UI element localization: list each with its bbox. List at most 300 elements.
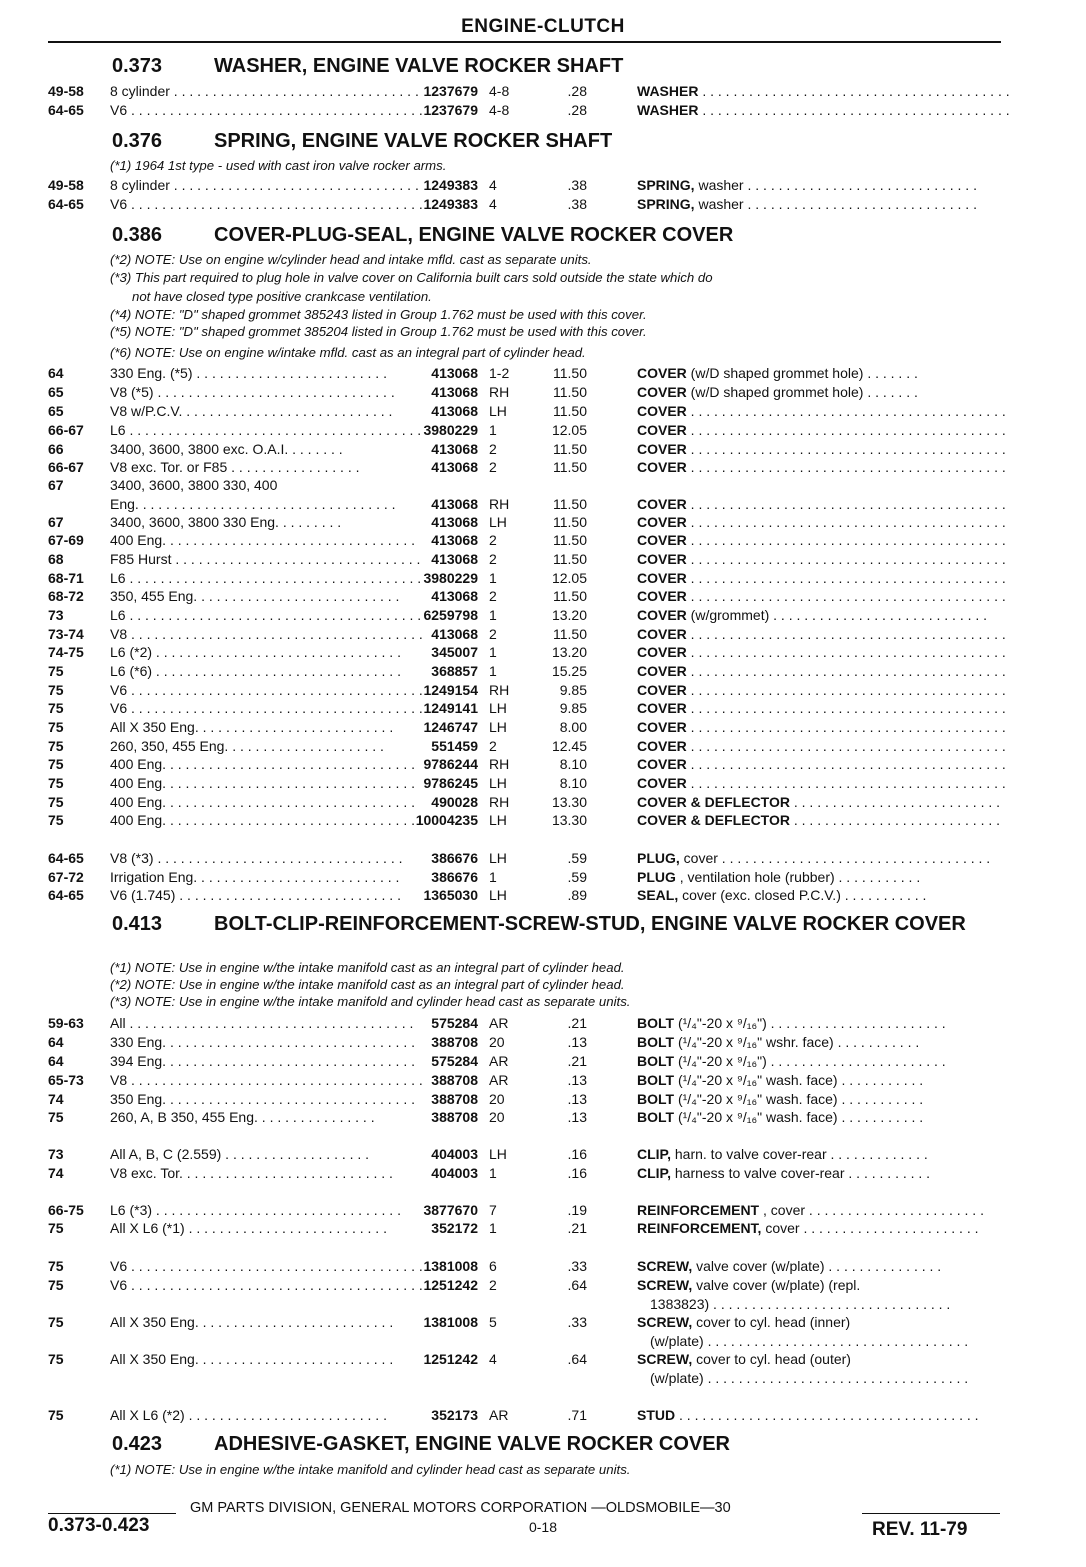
application: V6 . . . . . . . . . . . . . . . . . . . . . . . . . . . . . . . . . . . . . . <box>110 196 423 212</box>
price: .59 <box>567 850 587 866</box>
part-number: 1381008 <box>423 1258 478 1274</box>
parts-row <box>0 1406 1086 1425</box>
part-description <box>637 681 1006 699</box>
model-years: 73 <box>48 607 64 623</box>
price: 11.50 <box>553 514 587 530</box>
part-description <box>637 662 1006 680</box>
price: 13.20 <box>551 607 587 623</box>
part-name: COVER <box>637 459 687 475</box>
price: .13 <box>567 1072 587 1088</box>
part-number: 413068 <box>431 626 478 642</box>
quantity: RH <box>489 496 510 512</box>
part-name: BOLT <box>637 1109 675 1125</box>
price: .64 <box>567 1277 587 1293</box>
quantity: 6 <box>489 1258 497 1274</box>
price: 11.50 <box>553 551 587 567</box>
model-years: 66-67 <box>48 459 84 475</box>
part-name: BOLT <box>637 1091 675 1107</box>
part-description <box>637 1276 999 1294</box>
part-number: 388708 <box>431 1034 478 1050</box>
part-detail: , ventilation hole (rubber) . . . . . . . . . . . <box>675 869 921 885</box>
part-name: COVER <box>637 441 687 457</box>
section-note: (*1) 1964 1st type - used with cast iron valve rocker arms. <box>110 158 447 173</box>
part-number: 6259798 <box>423 607 478 623</box>
part-detail: . . . . . . . . . . . . . . . . . . . . . . . . . . . . . . . . . . . . . . . . . <box>686 403 1006 419</box>
quantity: 2 <box>489 532 497 548</box>
price: .21 <box>567 1015 587 1031</box>
part-name: SCREW, <box>637 1277 693 1293</box>
part-detail: cover . . . . . . . . . . . . . . . . . . . . . . . <box>761 1220 979 1236</box>
part-detail: . . . . . . . . . . . . . . . . . . . . . . . . . . . . . . . . . . . . . . . . . <box>686 644 1006 660</box>
quantity: 1-2 <box>489 365 510 381</box>
section-code: 0.386 <box>112 224 163 246</box>
price: 8.00 <box>559 719 587 735</box>
model-years: 75 <box>48 1407 64 1423</box>
quantity: AR <box>489 1072 509 1088</box>
application: All X 350 Eng. . . . . . . . . . . . . . . . . . . . . . . . . . <box>110 1314 394 1330</box>
footer-division: GM PARTS DIVISION, GENERAL MOTORS CORPORATION —OLDSMOBILE—30 <box>190 1500 731 1516</box>
part-name: COVER <box>637 403 687 419</box>
quantity: LH <box>489 775 507 791</box>
part-description <box>637 868 999 886</box>
model-years: 65 <box>48 403 64 419</box>
price: .13 <box>567 1091 587 1107</box>
part-description <box>637 1108 999 1126</box>
part-detail: . . . . . . . . . . . . . . . . . . . . . . . . . . . . . . . . . . . . . . . . <box>698 83 1010 99</box>
section-title: SPRING, ENGINE VALVE ROCKER SHAFT <box>214 130 613 152</box>
quantity: LH <box>489 700 507 716</box>
part-number: 551459 <box>431 738 478 754</box>
part-number: 413068 <box>431 384 478 400</box>
quantity: 20 <box>489 1091 505 1107</box>
model-years: 74-75 <box>48 644 84 660</box>
section-note: (*2) NOTE: Use in engine w/the intake manifold cast as an integral part of cylinder head. <box>110 977 625 992</box>
part-detail: (¹/₄"-20 x ⁹/₁₆" wshr. face) . . . . . . . . . . . <box>674 1034 920 1050</box>
section-code: 0.373 <box>112 55 163 77</box>
part-detail: (¹/₄"-20 x ⁹/₁₆" wash. face) . . . . . . . . . . . <box>674 1091 924 1107</box>
model-years: 75 <box>48 700 64 716</box>
quantity: 1 <box>489 1165 497 1181</box>
application: 3400, 3600, 3800 exc. O.A.I. . . . . . . . <box>110 441 343 457</box>
section-note: (*6) NOTE: Use on engine w/intake mfld. cast as an integral part of cylinder head. <box>110 345 586 360</box>
application: V6 . . . . . . . . . . . . . . . . . . . . . . . . . . . . . . . . . . . . . . <box>110 1258 423 1274</box>
part-description <box>637 1145 999 1163</box>
part-detail: . . . . . . . . . . . . . . . . . . . . . . . . . . . . . . . . . . . . . . . . . <box>686 551 1006 567</box>
part-detail: harness to valve cover-rear . . . . . . . . . . . <box>670 1165 931 1181</box>
application: V8 (*3) . . . . . . . . . . . . . . . . . . . . . . . . . . . . . . . . <box>110 850 403 866</box>
part-description <box>637 440 1006 458</box>
part-name: COVER <box>637 365 687 381</box>
part-detail: . . . . . . . . . . . . . . . . . . . . . . . . . . . . . . . . . . . . . . . . . <box>686 700 1006 716</box>
part-detail: (¹/₄"-20 x ⁹/₁₆" wash. face) . . . . . . . . . . . <box>674 1109 924 1125</box>
model-years: 75 <box>48 775 64 791</box>
part-description <box>637 513 1006 531</box>
parts-row <box>0 1201 1086 1220</box>
part-detail: valve cover (w/plate) . . . . . . . . . . . . . . . <box>692 1258 942 1274</box>
application: 8 cylinder . . . . . . . . . . . . . . . . . . . . . . . . . . . . . . . . <box>110 177 419 193</box>
application: L6 (*6) . . . . . . . . . . . . . . . . . . . . . . . . . . . . . . . . <box>110 663 401 679</box>
part-name: SPRING, <box>637 196 695 212</box>
parts-row <box>0 476 1086 495</box>
part-detail: . . . . . . . . . . . . . . . . . . . . . . . . . . . . . . . . . . . . . . . . . <box>686 422 1006 438</box>
part-name: SPRING, <box>637 177 695 193</box>
section-heading <box>0 1434 1086 1455</box>
part-number: 1237679 <box>423 83 478 99</box>
price: 12.45 <box>551 738 587 754</box>
part-name: COVER <box>637 551 687 567</box>
section-heading <box>0 56 1086 77</box>
price: .33 <box>567 1314 587 1330</box>
part-detail: . . . . . . . . . . . . . . . . . . . . . . . . . . . . . . . . . . . . . . . . . <box>686 496 1006 512</box>
part-number: 413068 <box>431 459 478 475</box>
parts-row <box>0 495 1086 514</box>
part-number: 413068 <box>431 441 478 457</box>
parts-row <box>0 176 1086 195</box>
part-number: 1251242 <box>423 1277 478 1293</box>
section-note: (*3) This part required to plug hole in valve cover on California built cars sold outside the state which do <box>110 270 713 285</box>
part-number: 404003 <box>431 1165 478 1181</box>
quantity: 2 <box>489 588 497 604</box>
part-description <box>637 176 999 194</box>
model-years: 64 <box>48 1053 64 1069</box>
application: L6 . . . . . . . . . . . . . . . . . . . . . . . . . . . . . . . . . . . . . . <box>110 422 422 438</box>
application: 330 Eng. . . . . . . . . . . . . . . . . . . . . . . . . . . . . . . . . <box>110 1034 415 1050</box>
part-description <box>637 1164 999 1182</box>
application: V8 . . . . . . . . . . . . . . . . . . . . . . . . . . . . . . . . . . . . . . <box>110 1072 423 1088</box>
footer-page-number: 0-18 <box>528 1519 558 1535</box>
application: All X 350 Eng. . . . . . . . . . . . . . . . . . . . . . . . . . <box>110 1351 394 1367</box>
quantity: 7 <box>489 1202 497 1218</box>
part-description <box>637 1257 999 1275</box>
section-title: COVER-PLUG-SEAL, ENGINE VALVE ROCKER COVER <box>214 224 734 246</box>
section-title: BOLT-CLIP-REINFORCEMENT-SCREW-STUD, ENGINE VALVE ROCKER COVER <box>214 913 966 935</box>
part-name: COVER <box>637 738 687 754</box>
part-number: 386676 <box>431 869 478 885</box>
footer-revision: REV. 11-79 <box>872 1519 968 1540</box>
price: .64 <box>567 1351 587 1367</box>
section-note: (*3) NOTE: Use in engine w/the intake manifold and cylinder head cast as separate units. <box>110 994 631 1009</box>
model-years: 59-63 <box>48 1015 84 1031</box>
price: .13 <box>567 1109 587 1125</box>
section-heading <box>0 225 1086 246</box>
application: F85 Hurst . . . . . . . . . . . . . . . . . . . . . . . . . . . . . . . . <box>110 551 421 567</box>
application: V8 exc. Tor. or F85 . . . . . . . . . . . . . . . . . <box>110 459 360 475</box>
part-name: COVER <box>637 570 687 586</box>
quantity: 1 <box>489 869 497 885</box>
parts-row <box>0 1350 1086 1369</box>
section-title: ADHESIVE-GASKET, ENGINE VALVE ROCKER COVER <box>214 1433 730 1455</box>
quantity: 1 <box>489 644 497 660</box>
part-detail: (w/D shaped grommet hole) . . . . . . . <box>686 384 918 400</box>
part-name: COVER & DEFLECTOR <box>637 794 790 810</box>
section-note: (*4) NOTE: "D" shaped grommet 385243 listed in Group 1.762 must be used with this cover. <box>110 307 647 322</box>
part-detail: (w/D shaped grommet hole) . . . . . . . <box>686 365 918 381</box>
quantity: RH <box>489 682 510 698</box>
part-name: WASHER <box>637 83 699 99</box>
quantity: AR <box>489 1015 509 1031</box>
application: 350 Eng. . . . . . . . . . . . . . . . . . . . . . . . . . . . . . . . . <box>110 1091 415 1107</box>
price: 11.50 <box>553 365 587 381</box>
part-number: 1249383 <box>423 177 478 193</box>
parts-row <box>0 440 1086 459</box>
part-number: 388708 <box>431 1072 478 1088</box>
parts-row <box>0 849 1086 868</box>
part-number: 575284 <box>431 1015 478 1031</box>
application: 330 Eng. (*5) . . . . . . . . . . . . . . . . . . . . . . . . . <box>110 365 387 381</box>
price: 13.30 <box>551 812 587 828</box>
part-name: SCREW, <box>637 1351 693 1367</box>
parts-row <box>0 383 1086 402</box>
application: 400 Eng. . . . . . . . . . . . . . . . . . . . . . . . . . . . . . . . . <box>110 532 415 548</box>
parts-row <box>0 364 1086 383</box>
quantity: 2 <box>489 626 497 642</box>
application: 394 Eng. . . . . . . . . . . . . . . . . . . . . . . . . . . . . . . . . <box>110 1053 415 1069</box>
application: 3400, 3600, 3800 330, 400 <box>110 477 278 493</box>
price: 11.50 <box>553 626 587 642</box>
parts-row <box>0 1164 1086 1183</box>
parts-row <box>0 587 1086 606</box>
part-name: COVER <box>637 532 687 548</box>
parts-row <box>0 1145 1086 1164</box>
part-name: CLIP, <box>637 1146 671 1162</box>
parts-row <box>0 625 1086 644</box>
part-description <box>637 101 1010 119</box>
application: L6 . . . . . . . . . . . . . . . . . . . . . . . . . . . . . . . . . . . . . . <box>110 570 422 586</box>
application: 3400, 3600, 3800 330 Eng. . . . . . . . . <box>110 514 342 530</box>
model-years: 68 <box>48 551 64 567</box>
quantity: 1 <box>489 607 497 623</box>
price: 11.50 <box>553 532 587 548</box>
part-name: CLIP, <box>637 1165 671 1181</box>
part-description <box>637 1219 999 1237</box>
part-number: 3980229 <box>423 570 478 586</box>
part-description <box>637 737 1006 755</box>
model-years: 68-71 <box>48 570 84 586</box>
quantity: LH <box>489 719 507 735</box>
part-description <box>637 811 999 829</box>
model-years: 66-67 <box>48 422 84 438</box>
part-description <box>637 82 1010 100</box>
part-description <box>637 531 1006 549</box>
model-years: 64-65 <box>48 196 84 212</box>
part-number: 575284 <box>431 1053 478 1069</box>
price: 11.50 <box>553 403 587 419</box>
parts-row <box>0 868 1086 887</box>
part-detail: . . . . . . . . . . . . . . . . . . . . . . . . . . . . . . . . . . . . . . . . . <box>686 775 1006 791</box>
part-description <box>637 774 1006 792</box>
part-number: 413068 <box>431 496 478 512</box>
footer-group-range: 0.373-0.423 <box>48 1515 150 1536</box>
part-name: SCREW, <box>637 1258 693 1274</box>
part-detail: washer . . . . . . . . . . . . . . . . . . . . . . . . . . . . . . <box>694 196 977 212</box>
parts-row <box>0 531 1086 550</box>
part-description <box>637 755 1006 773</box>
part-detail: . . . . . . . . . . . . . . . . . . . . . . . . . . . . . . . . . . . . . . . . . <box>686 626 1006 642</box>
part-name: COVER <box>637 719 687 735</box>
part-number: 1249154 <box>423 682 478 698</box>
quantity: 1 <box>489 1220 497 1236</box>
part-description <box>637 606 999 624</box>
model-years: 64 <box>48 365 64 381</box>
quantity: LH <box>489 1146 507 1162</box>
application: V6 (1.745) . . . . . . . . . . . . . . . . . . . . . . . . . . . . . <box>110 887 401 903</box>
part-description <box>637 718 1006 736</box>
model-years: 66 <box>48 441 64 457</box>
part-detail: (w/grommet) . . . . . . . . . . . . . . . . . . . . . . . . . . . . <box>686 607 988 623</box>
part-detail: cover to cyl. head (inner) <box>692 1314 851 1330</box>
part-detail: (¹/₄"-20 x ⁹/₁₆") . . . . . . . . . . . . . . . . . . . . . . . <box>674 1015 946 1031</box>
parts-row <box>0 402 1086 421</box>
quantity: 1 <box>489 570 497 586</box>
price: .59 <box>567 869 587 885</box>
model-years: 74 <box>48 1165 64 1181</box>
part-name: COVER <box>637 700 687 716</box>
part-number: 1251242 <box>423 1351 478 1367</box>
part-description <box>637 195 999 213</box>
parts-row <box>0 1071 1086 1090</box>
part-name: REINFORCEMENT <box>637 1202 760 1218</box>
model-years: 74 <box>48 1091 64 1107</box>
model-years: 75 <box>48 1220 64 1236</box>
parts-row <box>0 569 1086 588</box>
section-note: (*2) NOTE: Use on engine w/cylinder head and intake mfld. cast as separate units. <box>110 252 592 267</box>
parts-row <box>0 811 1086 830</box>
quantity: 4-8 <box>489 102 510 118</box>
part-number: 413068 <box>431 588 478 604</box>
quantity: 2 <box>489 551 497 567</box>
part-number: 413068 <box>431 532 478 548</box>
price: 11.50 <box>553 588 587 604</box>
model-years: 64 <box>48 1034 64 1050</box>
price: .21 <box>567 1053 587 1069</box>
part-name: BOLT <box>637 1072 675 1088</box>
part-description <box>637 569 1006 587</box>
quantity: 1 <box>489 422 497 438</box>
quantity: LH <box>489 514 507 530</box>
model-years: 68-72 <box>48 588 84 604</box>
price: .16 <box>567 1165 587 1181</box>
part-description <box>637 1014 999 1032</box>
application: V6 . . . . . . . . . . . . . . . . . . . . . . . . . . . . . . . . . . . . . . <box>110 102 423 118</box>
application: All X 350 Eng. . . . . . . . . . . . . . . . . . . . . . . . . . <box>110 719 394 735</box>
part-name: COVER <box>637 663 687 679</box>
part-description <box>637 383 999 401</box>
model-years: 49-58 <box>48 83 84 99</box>
part-name: COVER <box>637 422 687 438</box>
application: V6 . . . . . . . . . . . . . . . . . . . . . . . . . . . . . . . . . . . . . . <box>110 700 423 716</box>
part-detail: . . . . . . . . . . . . . . . . . . . . . . . . . . . <box>789 812 1001 828</box>
model-years: 75 <box>48 663 64 679</box>
page-title: ENGINE-CLUTCH <box>461 16 625 37</box>
part-name: COVER <box>637 588 687 604</box>
application: Irrigation Eng. . . . . . . . . . . . . . . . . . . . . . . . . . . <box>110 869 400 885</box>
part-number: 1246747 <box>423 719 478 735</box>
parts-row <box>0 1219 1086 1238</box>
part-detail: . . . . . . . . . . . . . . . . . . . . . . . . . . . . . . . . . . . . . . . . . <box>686 588 1006 604</box>
part-number: 352172 <box>431 1220 478 1236</box>
part-number: 413068 <box>431 551 478 567</box>
quantity: RH <box>489 756 510 772</box>
quantity: 4 <box>489 1351 497 1367</box>
quantity: AR <box>489 1407 509 1423</box>
part-description <box>637 1350 999 1368</box>
price: .38 <box>567 196 587 212</box>
model-years: 66-75 <box>48 1202 84 1218</box>
part-description <box>637 402 1006 420</box>
model-years: 75 <box>48 756 64 772</box>
quantity: 4 <box>489 177 497 193</box>
part-number: 1381008 <box>423 1314 478 1330</box>
parts-row <box>0 1257 1086 1276</box>
part-detail: harn. to valve cover-rear . . . . . . . . . . . . . <box>670 1146 928 1162</box>
application: L6 (*2) . . . . . . . . . . . . . . . . . . . . . . . . . . . . . . . . <box>110 644 401 660</box>
part-name: COVER <box>637 644 687 660</box>
application: V8 . . . . . . . . . . . . . . . . . . . . . . . . . . . . . . . . . . . . . . <box>110 626 423 642</box>
quantity: LH <box>489 850 507 866</box>
part-detail: cover to cyl. head (outer) <box>692 1351 851 1367</box>
model-years: 75 <box>48 812 64 828</box>
parts-row <box>0 195 1086 214</box>
part-description <box>637 1313 999 1331</box>
part-number: 388708 <box>431 1091 478 1107</box>
application: 260, A, B 350, 455 Eng. . . . . . . . . . . . . . . . <box>110 1109 375 1125</box>
price: .71 <box>567 1407 587 1423</box>
part-detail: (¹/₄"-20 x ⁹/₁₆" wash. face) . . . . . . . . . . . <box>674 1072 924 1088</box>
model-years: 75 <box>48 794 64 810</box>
model-years: 75 <box>48 1258 64 1274</box>
quantity: RH <box>489 794 510 810</box>
price: .38 <box>567 177 587 193</box>
part-detail: . . . . . . . . . . . . . . . . . . . . . . . . . . . . . . . . . . . . . . . . . <box>686 459 1006 475</box>
part-name: BOLT <box>637 1053 675 1069</box>
part-number: 345007 <box>431 644 478 660</box>
part-name: COVER <box>637 607 687 623</box>
parts-row <box>0 458 1086 477</box>
application: V6 . . . . . . . . . . . . . . . . . . . . . . . . . . . . . . . . . . . . . . <box>110 682 423 698</box>
model-years: 64-65 <box>48 102 84 118</box>
model-years: 49-58 <box>48 177 84 193</box>
part-description <box>637 625 1006 643</box>
quantity: 5 <box>489 1314 497 1330</box>
section-code: 0.423 <box>112 1433 163 1455</box>
parts-row <box>0 681 1086 700</box>
model-years: 64-65 <box>48 850 84 866</box>
parts-row <box>0 718 1086 737</box>
part-description <box>637 643 1006 661</box>
part-number: 10004235 <box>415 812 478 828</box>
application: 260, 350, 455 Eng. . . . . . . . . . . . . . . . . . . . . <box>110 738 384 754</box>
price: .89 <box>567 887 587 903</box>
part-name: SCREW, <box>637 1314 693 1330</box>
application: All . . . . . . . . . . . . . . . . . . . . . . . . . . . . . . . . . . . . . <box>110 1015 414 1031</box>
parts-row <box>0 1033 1086 1052</box>
part-name: PLUG <box>637 869 676 885</box>
part-number: 9786245 <box>423 775 478 791</box>
part-number: 1365030 <box>423 887 478 903</box>
application: V8 (*5) . . . . . . . . . . . . . . . . . . . . . . . . . . . . . . . <box>110 384 395 400</box>
part-detail: . . . . . . . . . . . . . . . . . . . . . . . . . . . . . . . . . . . . . . . . . <box>686 663 1006 679</box>
application: 400 Eng. . . . . . . . . . . . . . . . . . . . . . . . . . . . . . . . . <box>110 812 415 828</box>
part-number: 490028 <box>431 794 478 810</box>
application: All X L6 (*2) . . . . . . . . . . . . . . . . . . . . . . . . . . <box>110 1407 387 1423</box>
parts-row <box>0 886 1086 905</box>
part-name: COVER <box>637 682 687 698</box>
section-note: (*5) NOTE: "D" shaped grommet 385204 listed in Group 1.762 must be used with this cover. <box>110 324 647 339</box>
part-description <box>637 1406 999 1424</box>
part-number: 1249383 <box>423 196 478 212</box>
part-name: COVER & DEFLECTOR <box>637 812 790 828</box>
part-name: STUD <box>637 1407 676 1423</box>
